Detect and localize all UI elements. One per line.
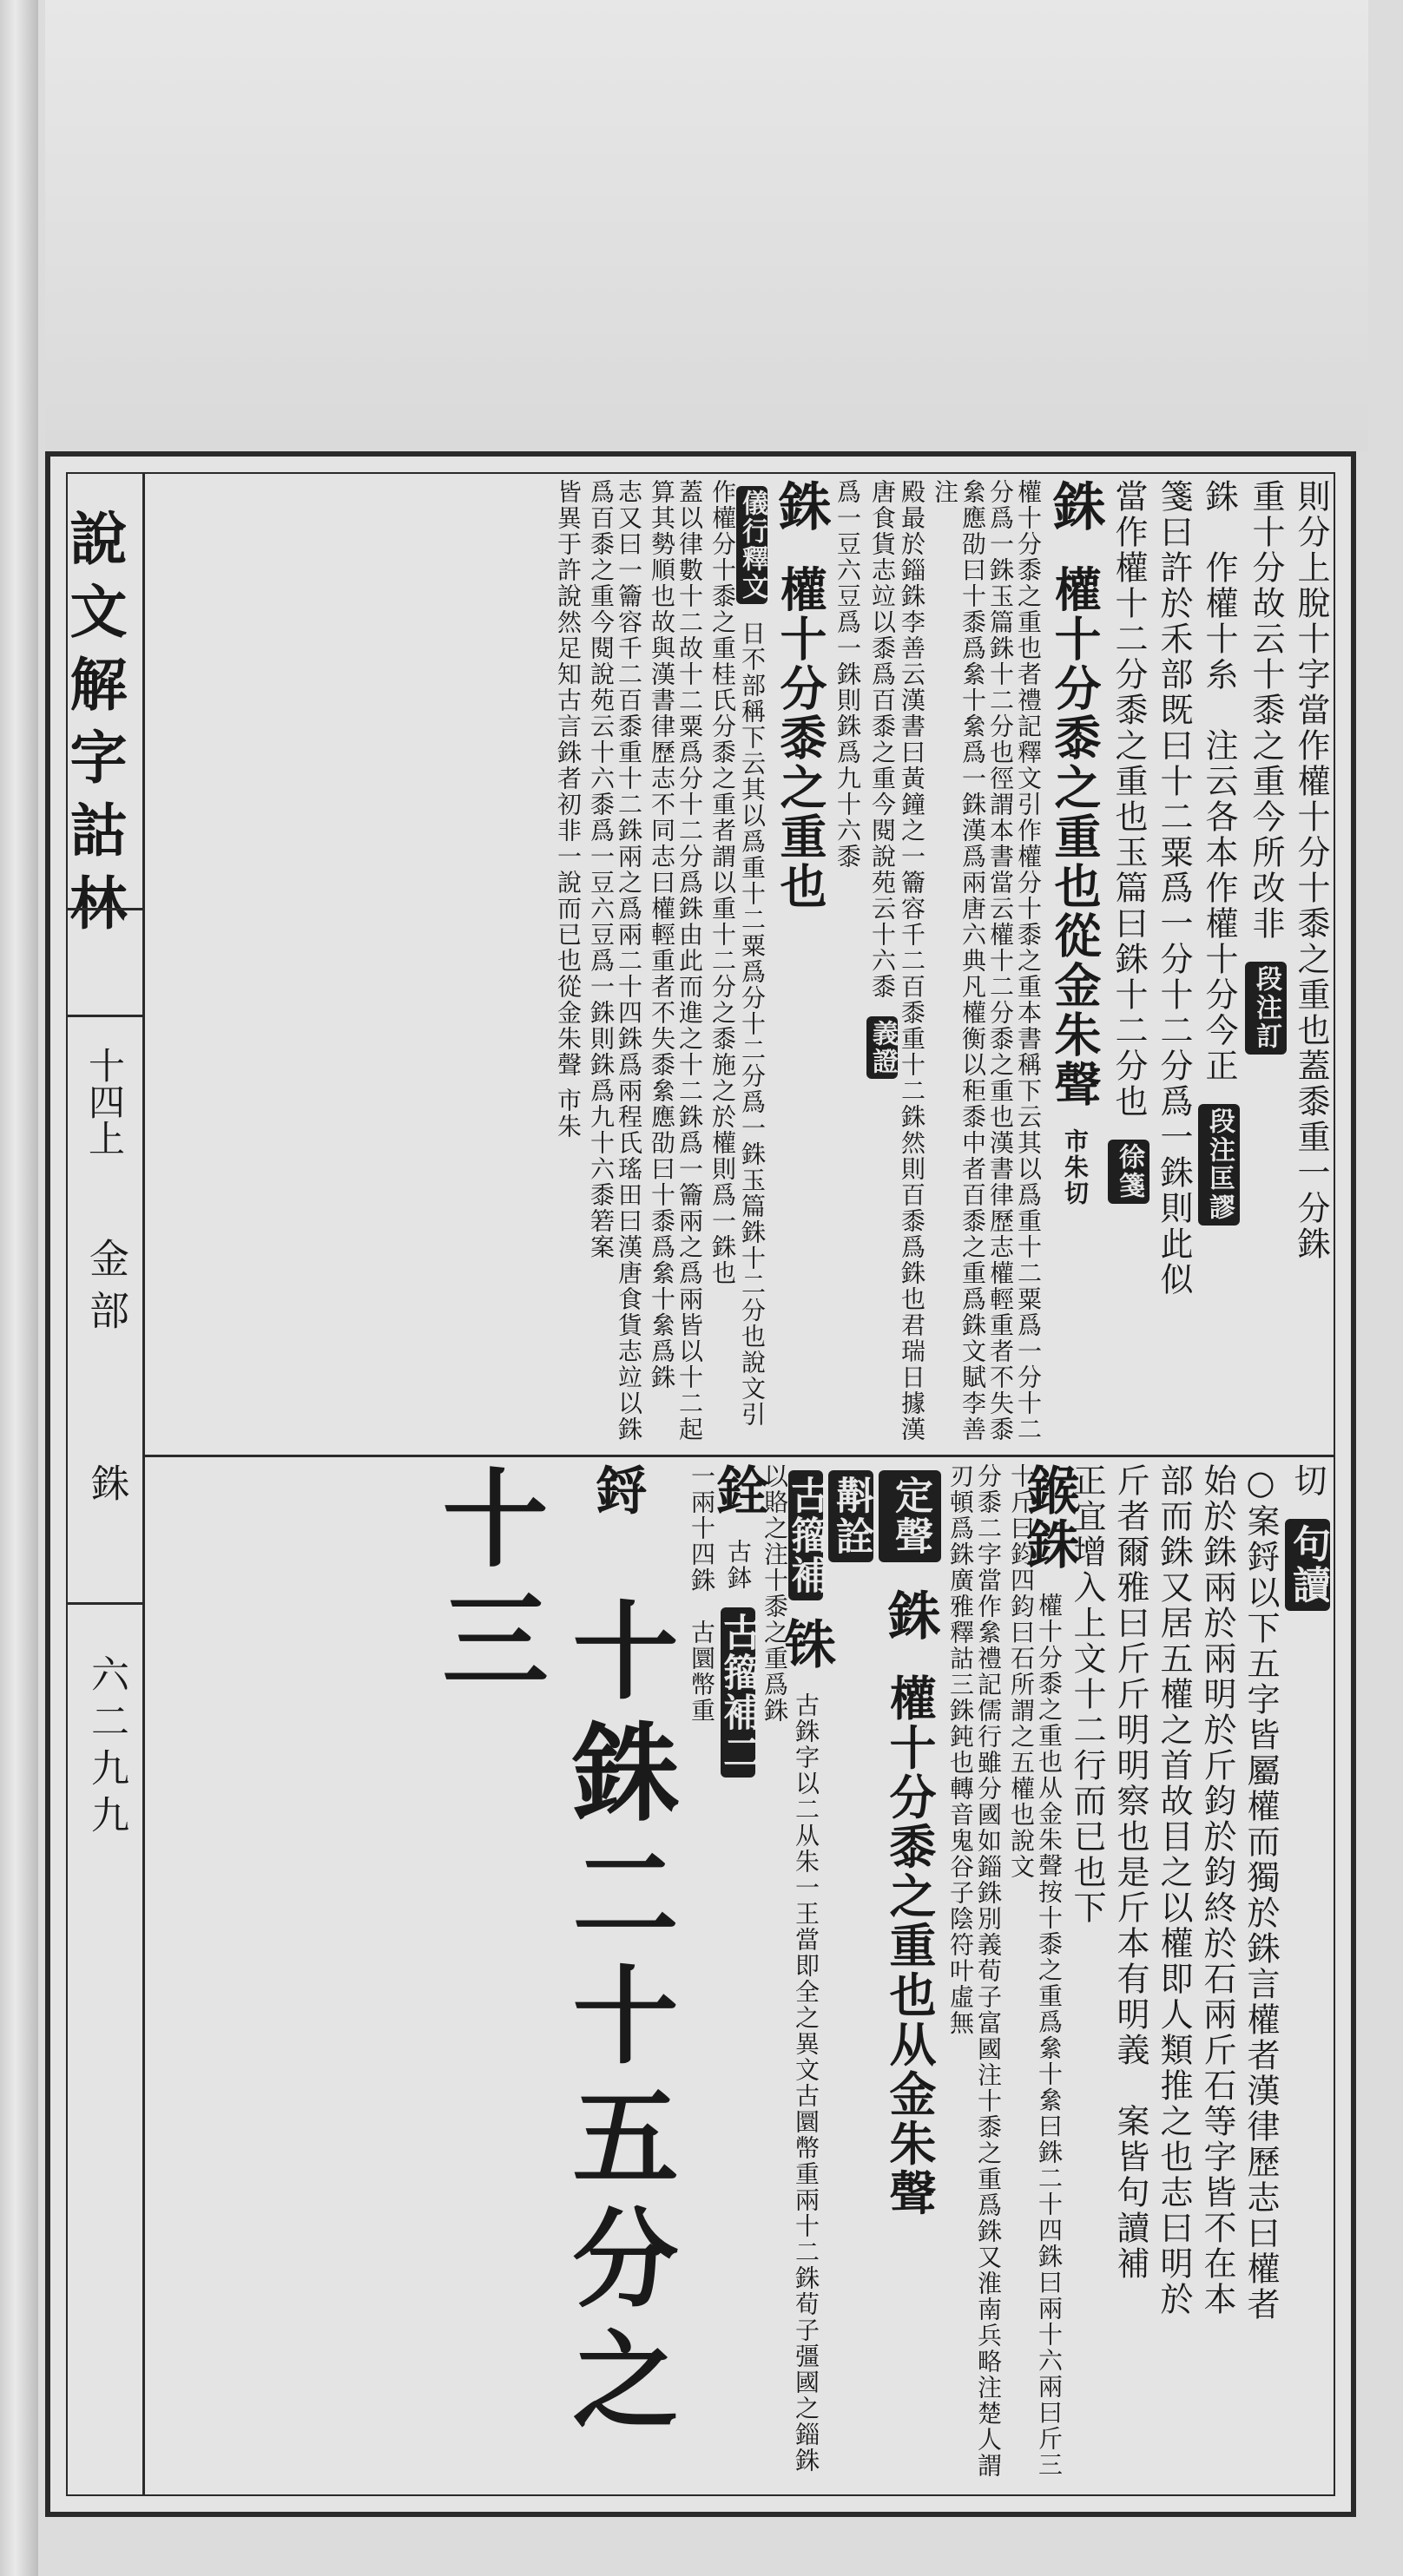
source-stamp: 古籀補二 <box>721 1607 755 1778</box>
text-column <box>1108 479 1149 1449</box>
column-text: 志又曰一籥容千二百黍重十二銖兩之爲兩二十四銖爲兩程氏瑤田曰漢唐食貨志竝以銖爲百黍之重今閱說苑云十六黍爲一豆六豆爲一銖則銖爲九十六黍箬案 <box>587 479 643 1442</box>
entry-heading-column <box>879 1463 941 2489</box>
commentary-column <box>554 479 582 1449</box>
book-binding <box>0 0 38 2576</box>
large-heading-text: 十銖二十五分之十三 <box>425 1463 680 2447</box>
seal-script-glyph: 銓 <box>708 1463 768 1517</box>
commentary-column <box>761 1463 836 2489</box>
large-heading-column <box>422 1463 682 2489</box>
page-number: 六二九九 <box>84 1654 128 1842</box>
lower-register <box>148 1463 1330 2489</box>
column-text: 正宜增入上文十二行而已也下 <box>1068 1463 1106 1926</box>
column-text: 分黍二字當作絫禮記儒行雖分國如錙銖別義荀子富國注十黍之重爲銖又淮南兵略注楚人謂刃頓爲銖廣雅釋詁三銖鈍也轉音鬼谷子陰符叶虛無 <box>946 1463 1003 2479</box>
column-text: 權十分黍之重也从金朱聲按十黍之重爲絫十絫曰銖二十四銖曰兩十六兩曰斤三十斤曰鈞四鈞曰石所謂之五權也說文 <box>1007 1463 1064 2478</box>
source-stamp: 斠詮 <box>828 1470 873 1562</box>
text-column <box>1292 479 1330 1449</box>
column-text: 部而銖又居五權之首故目之以權即人類推之也志曰明於 <box>1155 1463 1193 2317</box>
source-stamp: 段注訂 <box>1245 962 1287 1055</box>
source-stamp: 句讀 <box>1285 1519 1330 1611</box>
text-column <box>1111 1463 1149 2489</box>
text-column <box>1245 479 1287 1449</box>
text-column <box>1198 1463 1236 2489</box>
commentary-column <box>587 479 642 1449</box>
page-frame <box>45 451 1356 2517</box>
column-text: 始於銖兩於兩明於斤鈞於鈞終於石兩斤石等字皆不在本 <box>1198 1463 1236 2317</box>
book-title: 說文解字詁林 <box>60 509 128 946</box>
blank-top-margin <box>45 0 1368 451</box>
source-stamp: 古籀補 <box>788 1470 823 1600</box>
source-stamp: 儀行釋文 <box>736 486 767 604</box>
column-text: 古鉢 <box>724 1538 753 1591</box>
register-divider <box>142 1455 1334 1457</box>
entry-glyph-label: 銖 <box>84 1463 128 1502</box>
column-text: 切 <box>1288 1463 1327 1499</box>
entry-heading-column <box>770 479 831 1449</box>
column-text: 銖 作權十糸 注云各本作權十分今正 <box>1200 479 1238 1084</box>
volume-label: 十四上 <box>83 1047 126 1156</box>
text-column <box>1068 1463 1106 2489</box>
text-column <box>828 1463 873 2489</box>
seal-script-glyph: 铢 <box>775 1616 836 1671</box>
spine-fishtail-ornament <box>68 908 142 1017</box>
seal-script-glyph: 銖 <box>879 1587 940 1643</box>
commentary-column <box>946 1463 1002 2489</box>
spine-rule <box>68 1602 142 1605</box>
column-text: 箋曰許於禾部既曰十二粟爲一分十二分爲一銖則此似 <box>1155 479 1193 1298</box>
text-column <box>1155 479 1193 1449</box>
seal-script-glyph: 銖 <box>770 479 831 534</box>
column-text: 蓋以律數十二故十二粟爲分十二分爲銖由此而進之十二銖爲一籥兩之爲兩皆以十二起算其勢順也故與漢書律歷志不同志曰權輕重者不失黍絫應劭曰十黍爲絫十絫爲銖 <box>648 479 704 1442</box>
seal-script-glyph: 鋝 <box>587 1463 648 1531</box>
column-text: 皆異于許說然足知古言銖者初非一說而已也從金朱聲 <box>554 479 583 1078</box>
column-text: 一兩十四銖 古圜幣重 <box>688 1463 716 1724</box>
commentary-column <box>931 479 1042 1449</box>
entry-heading-column <box>1044 479 1105 1449</box>
column-text: 權十分黍之重也者禮記釋文引作權分十黍之重本書稱下云其以爲重十二粟爲一分十二分爲一銖玉篇銖十二分也徑謂本書當云權十二分黍之重也漢書律歷志權輕重者不失黍絫應劭曰十黍爲絫十絫爲一銖漢爲兩唐六典凡權衡以秬黍中者百黍之重爲銖文賦李善注 <box>931 479 1043 1442</box>
column-text: 爲一豆六豆爲一銖則銖爲九十六黍 <box>833 479 862 870</box>
column-text: 古銖字以二从朱一王當即全之異文古圜幣重兩十二銖荀子彊國之錙銖以賂之注十黍之重爲銖 <box>761 1463 820 2474</box>
fanqie-reading: 市朱切 <box>1061 1127 1090 1206</box>
column-text: ○案鋝以下五字皆屬權而獨於銖言權者漢律歷志曰權者 <box>1242 1463 1280 2323</box>
commentary-column <box>708 479 767 1449</box>
column-text: 殿最於錙銖李善云漢書曰黃鐘之一籥容千二百黍重十二銖然則百黍爲銖也君瑞日據漢唐食貨志竝以黍爲百黍之重今閱說苑云十六黍 <box>868 479 926 1442</box>
text-column <box>1155 1463 1193 2489</box>
source-stamp: 徐箋 <box>1108 1140 1149 1204</box>
column-text: 重十分故云十黍之重今所改非 <box>1247 479 1285 942</box>
section-label: 金部 <box>83 1238 130 1342</box>
text-column <box>1285 1463 1330 2489</box>
text-column <box>1198 479 1240 1449</box>
text-column <box>1242 1463 1280 2489</box>
entry-definition: 權十分黍之重也從金朱聲 <box>1047 564 1103 1109</box>
seal-script-glyph: 銖 <box>1044 479 1105 534</box>
upper-register <box>148 479 1330 1449</box>
entry-definition: 權十分黍之重也从金朱聲 <box>882 1673 938 2218</box>
commentary-column <box>866 479 925 1449</box>
source-stamp: 定聲 <box>879 1470 941 1562</box>
column-text: 斤者爾雅曰斤斤明明察也是斤本有明義 案皆句讀補 <box>1111 1463 1149 2282</box>
column-text: 則分上脫十字當作權十分十黍之重也蓋黍重一分銖 <box>1292 479 1330 1262</box>
commentary-column <box>688 1463 715 2489</box>
commentary-column <box>708 1463 768 2489</box>
fanqie-reading: 市朱 <box>554 1087 583 1140</box>
commentary-column <box>1007 1463 1079 2489</box>
source-stamp: 段注匡謬 <box>1198 1104 1240 1226</box>
entry-definition: 權十分黍之重也 <box>773 564 828 911</box>
column-text: 日不部稱下云其以爲重十二粟爲分十二分爲一銖玉篇銖十二分也說文引作權分十黍之重桂氏分黍之重者謂以重十二分之黍施之於權則爲一銖也 <box>708 479 767 1428</box>
page-inner-frame <box>60 472 1335 2496</box>
seal-script-glyph: 鍭銖 <box>1018 1463 1079 1571</box>
spine-margin <box>60 474 145 2494</box>
column-text: 當作權十二分黍之重也玉篇曰銖十二分也 <box>1110 479 1148 1120</box>
commentary-column <box>648 479 703 1449</box>
commentary-column <box>833 479 861 1449</box>
source-stamp: 義證 <box>866 1016 898 1079</box>
